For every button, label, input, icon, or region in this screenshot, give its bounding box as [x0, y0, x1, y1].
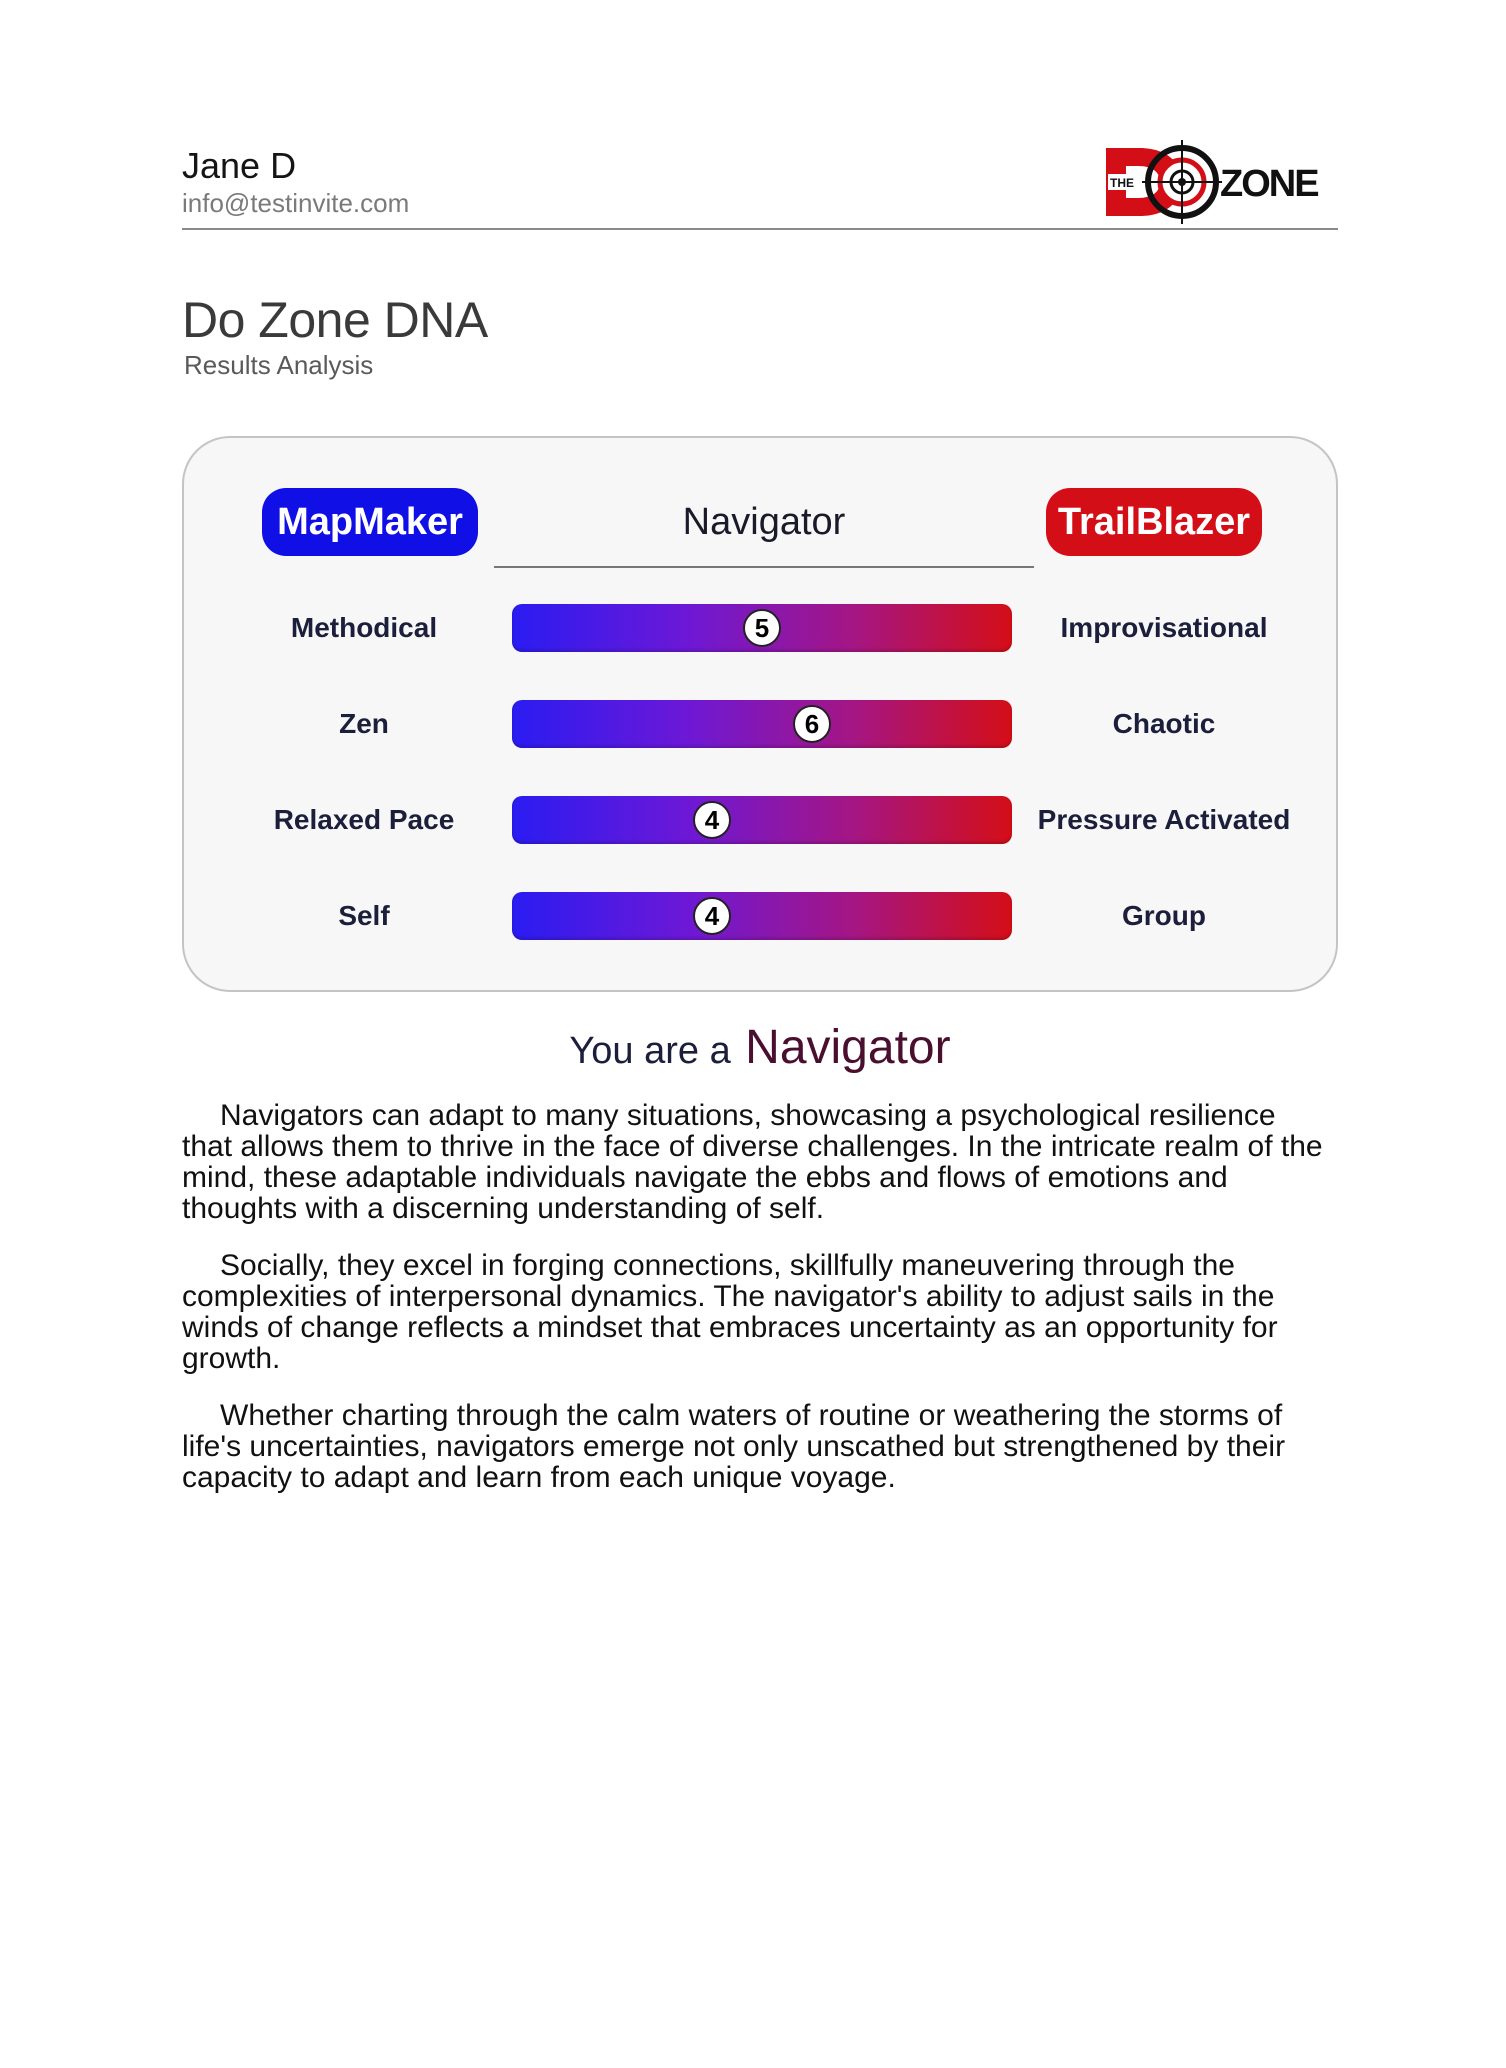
result-type: Navigator [745, 1021, 951, 1074]
scale-row [184, 796, 1340, 844]
report-header [182, 146, 1338, 230]
scale-right-label: Group [1122, 900, 1206, 931]
scale-right-label: Pressure Activated [1037, 804, 1291, 835]
description-paragraph: Socially, they excel in forging connections, skillfully maneuvering through the complexities of interpersonal dynamics. The navigator's ability to adjust sails in the winds of change reflects a mindset that embraces uncertainty as an opportunity for growth. [182, 1249, 1278, 1375]
scale-bar [512, 604, 1012, 652]
scale-row [184, 604, 1340, 652]
scale-marker: 5 [743, 609, 781, 647]
result-prefix: You are a [569, 1030, 731, 1072]
scale-left-label: Methodical [290, 612, 438, 643]
center-divider [494, 566, 1034, 568]
scale-right-label: Improvisational [1060, 612, 1268, 643]
scale-right-label: Chaotic [1112, 708, 1216, 739]
logo-the-text: THE [1110, 176, 1134, 190]
scale-row [184, 700, 1340, 748]
scale-marker: 4 [693, 801, 731, 839]
logo-zone-text: ZONE [1220, 163, 1318, 205]
scale-bar [512, 700, 1012, 748]
result-heading [182, 1016, 1338, 1091]
scale-marker: 6 [793, 705, 831, 743]
user-email: info@testinvite.com [182, 188, 410, 218]
description-paragraph: Whether charting through the calm waters of routine or weathering the storms of life's uncertainties, navigators emerge not only unscathed but strengthened by their capacity to adapt and learn from each unique voyage. [182, 1399, 1286, 1494]
dna-scale-card [182, 436, 1338, 992]
page-title: Do Zone DNA [182, 292, 488, 348]
description-paragraph: Navigators can adapt to many situations, showcasing a psychological resilience that allows them to thrive in the face of diverse challenges. In the intricate realm of the mind, these adaptable individuals navigate the ebbs and flows of emotions and thoughts with a discerning understanding of self. [182, 1099, 1323, 1225]
scale-left-label: Self [338, 900, 390, 931]
do-zone-logo [1106, 136, 1338, 228]
page-subtitle: Results Analysis [184, 350, 374, 380]
trailblazer-badge: TrailBlazer [1046, 488, 1262, 556]
scale-bar [512, 796, 1012, 844]
scale-bar [512, 892, 1012, 940]
center-type-label: Navigator [682, 501, 846, 543]
scale-left-label: Relaxed Pace [273, 804, 455, 835]
user-name: Jane D [182, 145, 297, 186]
scale-left-label: Zen [339, 708, 389, 739]
scale-row [184, 892, 1340, 940]
mapmaker-badge: MapMaker [262, 488, 478, 556]
scale-marker: 4 [693, 897, 731, 935]
